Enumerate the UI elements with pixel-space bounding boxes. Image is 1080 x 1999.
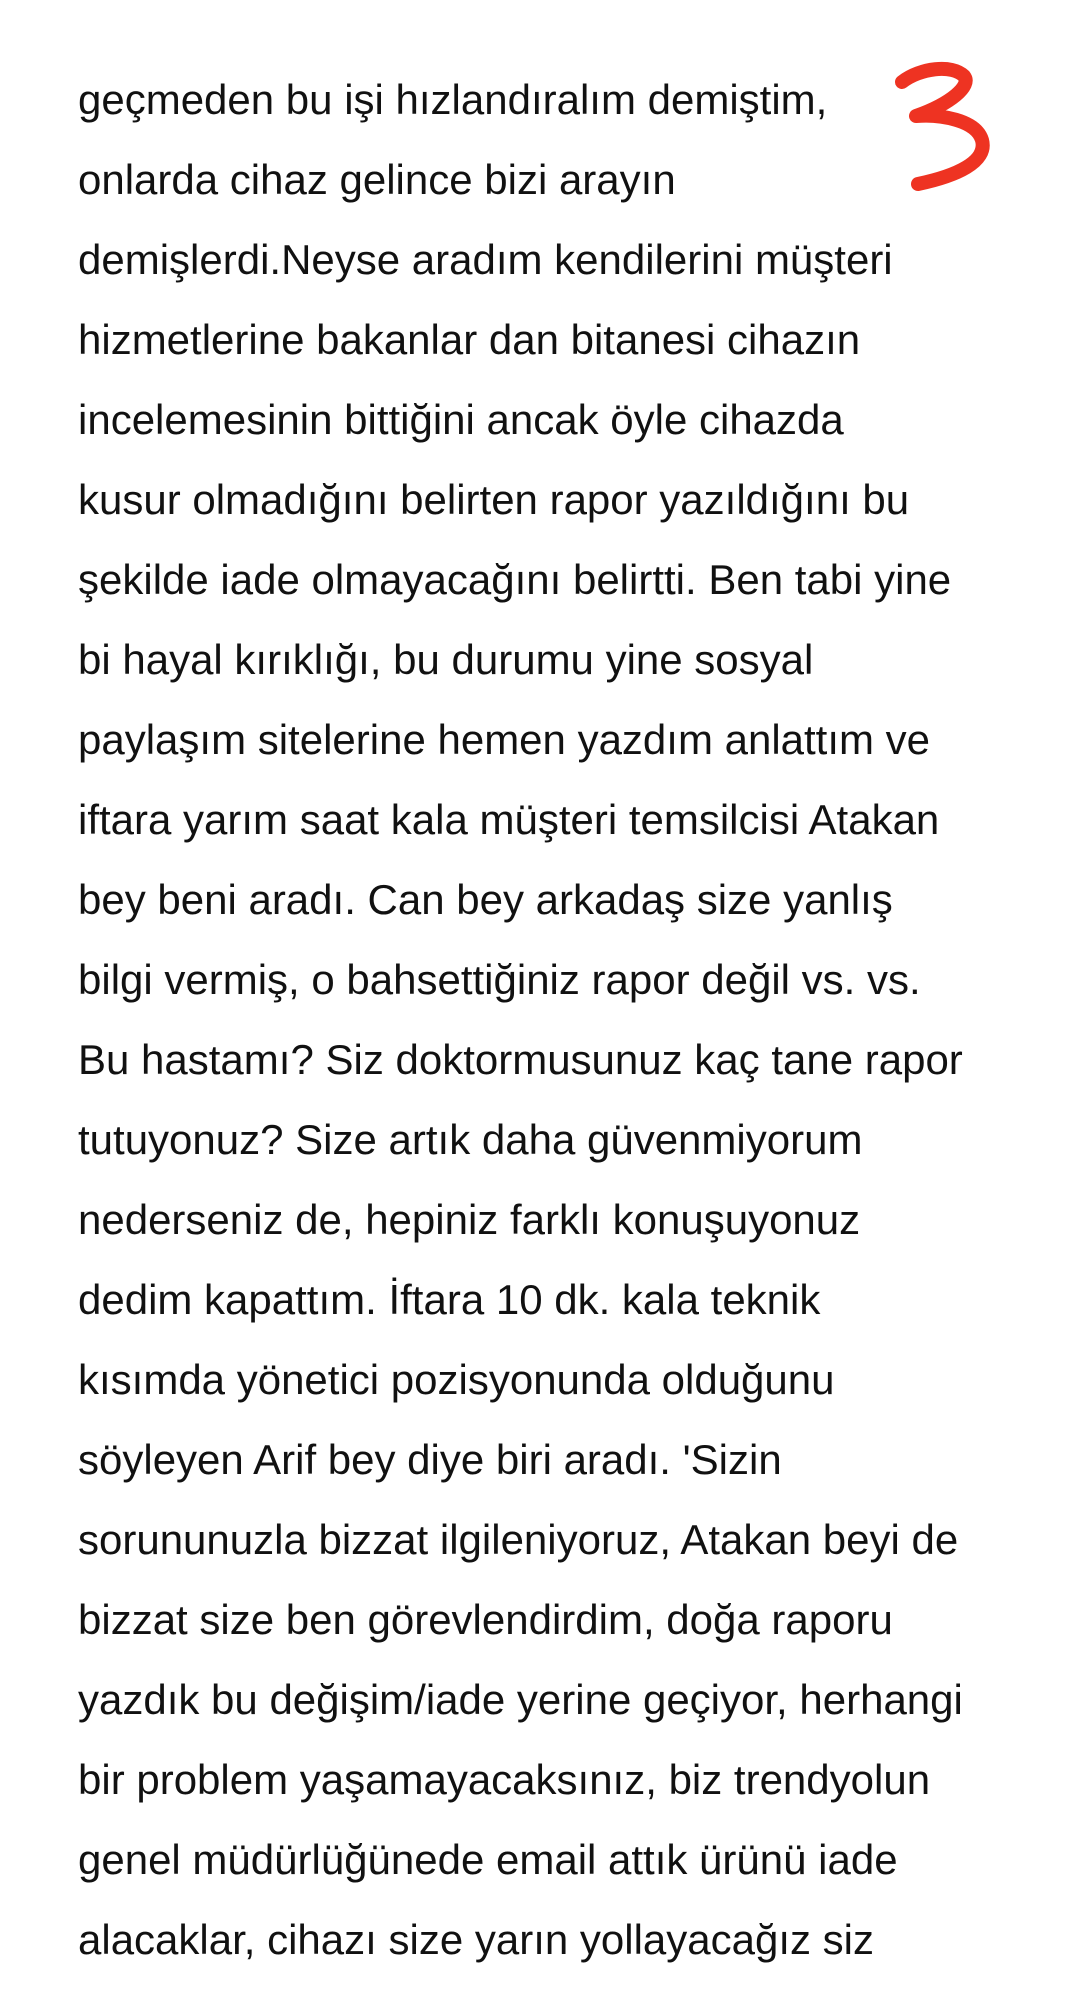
text-line: onlarda cihaz gelince bizi arayın bbox=[78, 156, 676, 203]
text-line: yazdık bu değişim/iade yerine geçiyor, herhangi bbox=[78, 1676, 963, 1723]
text-line: incelemesinin bittiğini ancak öyle cihazda bbox=[78, 396, 844, 443]
text-line: alacaklar, cihazı size yarın yollayacağız siz bbox=[78, 1916, 875, 1963]
text-line: geçmeden bu işi hızlandıralım demiştim, bbox=[78, 76, 828, 123]
text-line: kusur olmadığını belirten rapor yazıldığını bu bbox=[78, 476, 910, 523]
text-line: demişlerdi.Neyse aradım kendilerini müşteri bbox=[78, 236, 893, 283]
text-line: bir problem yaşamayacaksınız, biz trendyolun bbox=[78, 1756, 931, 1803]
text-line: paylaşım sitelerine hemen yazdım anlattım ve bbox=[78, 716, 931, 763]
handwritten-three-mark bbox=[880, 58, 1000, 198]
text-line: tutuyonuz? Size artık daha güvenmiyorum bbox=[78, 1116, 863, 1163]
text-line: bey beni aradı. Can bey arkadaş size yanlış bbox=[78, 876, 893, 923]
text-line: iftara yarım saat kala müşteri temsilcisi Atakan bbox=[78, 796, 940, 843]
text-line: nederseniz de, hepiniz farklı konuşuyonuz bbox=[78, 1196, 861, 1243]
text-line: hizmetlerine bakanlar dan bitanesi cihazın bbox=[78, 316, 861, 363]
article-text bbox=[78, 60, 1038, 1980]
text-line: bi hayal kırıklığı, bu durumu yine sosyal bbox=[78, 636, 814, 683]
text-line: söyleyen Arif bey diye biri aradı. 'Sizin bbox=[78, 1436, 782, 1483]
text-line: Bu hastamı? Siz doktormusunuz kaç tane rapor bbox=[78, 1036, 963, 1083]
text-line: kısımda yönetici pozisyonunda olduğunu bbox=[78, 1356, 835, 1403]
text-line: bizzat size ben görevlendirdim, doğa raporu bbox=[78, 1596, 893, 1643]
text-line: şekilde iade olmayacağını belirtti. Ben tabi yine bbox=[78, 556, 952, 603]
text-line: bilgi vermiş, o bahsettiğiniz rapor değil vs. vs. bbox=[78, 956, 921, 1003]
text-line: dedim kapattım. İftara 10 dk. kala teknik bbox=[78, 1276, 821, 1323]
text-line: genel müdürlüğünede email attık ürünü iade bbox=[78, 1836, 898, 1883]
text-line: sorununuzla bizzat ilgileniyoruz, Atakan beyi de bbox=[78, 1516, 959, 1563]
